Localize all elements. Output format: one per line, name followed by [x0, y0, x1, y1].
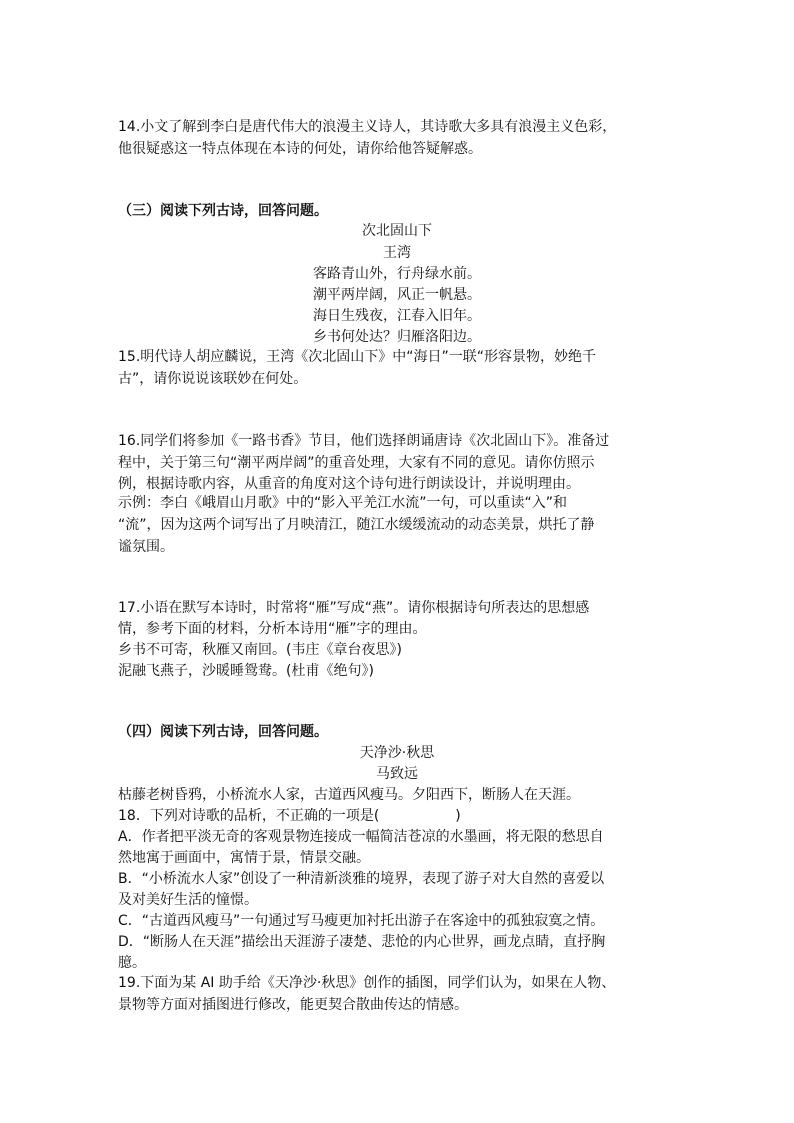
poem-author: 王湾	[383, 245, 411, 261]
poem-author: 马致远	[376, 766, 418, 782]
poem-line: 乡书何处达？归雁洛阳边。	[313, 329, 481, 345]
q16-line-6: 谧氛围。	[118, 539, 174, 555]
q17-line-2: 情，参考下面的材料，分析本诗用“雁”字的理由。	[118, 621, 427, 637]
poem-line: 客路青山外，行舟绿水前。	[313, 266, 481, 282]
poem-line: 海日生残夜，江春入旧年。	[313, 308, 481, 324]
q19-line-2: 景物等方面对插图进行修改，能更契合散曲传达的情感。	[118, 997, 468, 1013]
q15-line-2: 古”，请你说说该联妙在何处。	[118, 371, 308, 387]
q18-option-a-cont: 然地寓于画面中，寓情于景，情景交融。	[118, 850, 370, 866]
q18-stem-suffix: )	[455, 808, 461, 824]
q18-stem	[118, 806, 461, 826]
q18-stem-prefix: 18．下列对诗歌的品析，不正确的一项是(	[118, 808, 380, 824]
q18-option-c: C．“古道西风瘦马”一句通过写马瘦更加衬托出游子在客途中的孤独寂寞之情。	[118, 913, 605, 929]
q16-line-4: 示例：李白《峨眉山月歌》中的“影入平羌江水流”一句，可以重读“入”和	[118, 495, 568, 511]
q17-material-1: 乡书不可寄，秋雁又南回。(韦庄《章台夜思》)	[118, 642, 402, 658]
q16-line-3: 例，根据诗歌内容，从重音的角度对这个诗句进行朗读设计，并说明理由。	[118, 476, 580, 492]
poem-text: 枯藤老树昏鸦，小桥流水人家，古道西风瘦马。夕阳西下，断肠人在天涯。	[118, 787, 580, 803]
q16-line-2: 程中，关于第三句“潮平两岸阔”的重音处理，大家有不同的意见。请你仿照示	[118, 455, 595, 471]
q18-option-d: D．“断肠人在天涯”描绘出天涯游子凄楚、悲怆的内心世界，画龙点睛，直抒胸	[118, 934, 606, 950]
q14-line-2: 他很疑惑这一特点体现在本诗的何处，请你给他答疑解惑。	[118, 141, 482, 157]
q16-line-5: “流”，因为这两个词写出了月映清江，随江水缓缓流动的动态美景，烘托了静	[118, 517, 595, 533]
q16-line-1: 16.同学们将参加《一路书香》节目，他们选择朗诵唐诗《次北固山下》。准备过	[118, 433, 610, 449]
poem-title: 次北固山下	[362, 223, 432, 239]
section3-heading: （三）阅读下列古诗，回答问题。	[118, 203, 328, 219]
q17-line-1: 17.小语在默写本诗时，时常将“雁”写成“燕”。请你根据诗句所表达的思想感	[118, 600, 590, 616]
section4-heading: （四）阅读下列古诗，回答问题。	[118, 724, 328, 740]
poem-line: 潮平两岸阔，风正一帆悬。	[313, 287, 481, 303]
q14-line-1: 14.小文了解到李白是唐代伟大的浪漫主义诗人，其诗歌大多具有浪漫主义色彩，	[118, 119, 617, 135]
q18-option-b: B．“小桥流水人家”创设了一种清新淡雅的境界，表现了游子对大自然的喜爱以	[118, 871, 605, 887]
q19-line-1: 19.下面为某 AI 助手给《天净沙·秋思》创作的插图，同学们认为，如果在人物、	[118, 975, 616, 991]
q18-option-a: A．作者把平淡无奇的客观景物连接成一幅简洁苍凉的水墨画，将无限的愁思自	[118, 829, 604, 845]
q18-option-d-cont: 臆。	[118, 955, 146, 971]
poem-title: 天净沙·秋思	[359, 745, 435, 761]
q18-option-b-cont: 及对美好生活的憧憬。	[118, 892, 258, 908]
q15-line-1: 15.明代诗人胡应麟说，王湾《次北固山下》中“海日”一联“形容景物，妙绝千	[118, 349, 597, 365]
q17-material-2: 泥融飞燕子，沙暖睡鸳鸯。(杜甫《绝句》)	[118, 663, 374, 679]
